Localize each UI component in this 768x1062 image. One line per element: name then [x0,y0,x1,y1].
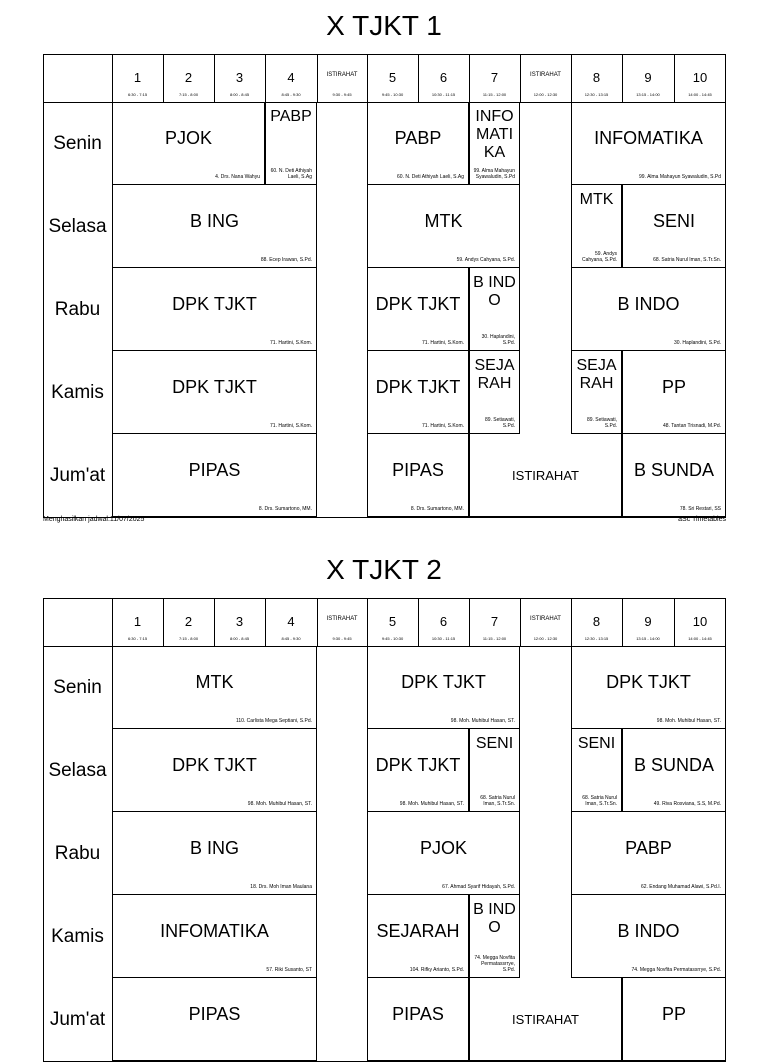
period-number: 7 [490,70,499,85]
period-time: 12:00 - 12:30 [533,636,558,641]
subject-label: B INDO [617,921,680,941]
subject-label: DPK TJKT [401,672,486,692]
lesson-cell [112,102,265,185]
subject-label: DPK TJKT [172,377,257,397]
subject-label: PP [661,377,686,397]
lesson-cell [112,729,317,812]
lesson-cell [622,434,726,517]
period-time: 10:30 - 11:15 [431,92,456,97]
subject-label: SEJARAH [376,921,460,941]
lesson-cell [367,895,469,978]
subject-label: B SUNDA [633,755,714,775]
timetable [43,598,726,1062]
subject-label: PABP [394,128,442,148]
subject-label: B SUNDA [633,460,714,480]
lesson-cell [367,729,469,812]
teacher-label: 99. Alma Mahayun Syawaludin, S.Pd [473,168,515,180]
lesson-cell [112,895,317,978]
teacher-label: 59. Andys Cahyana, S.Pd. [581,251,617,263]
day-label: Jum'at [49,465,106,486]
subject-label: DPK TJKT [172,755,257,775]
break-label: ISTIRAHAT [512,1012,579,1027]
teacher-label: 60. N. Deti Athiyah Laeli, S.Ag [397,174,464,180]
subject-label: SENI [475,735,514,752]
subject-label: SENI [577,735,616,752]
break-header-label: ISTIRAHAT [326,72,358,78]
day-label: Selasa [48,216,107,237]
teacher-label: 30. Haplandini, S.Pd. [481,334,515,346]
period-number: 1 [133,70,142,85]
subject-label: DPK TJKT [606,672,691,692]
subject-label: INFOMATIKA [160,921,269,941]
lesson-cell [112,812,317,895]
teacher-label: 4. Drs. Nana Wahyu [215,174,260,180]
break-header-label: ISTIRAHAT [530,72,561,78]
lesson-cell [367,434,469,517]
lesson-cell [469,351,520,434]
subject-label: PABP [625,838,672,858]
day-label: Selasa [48,760,107,781]
table-title: X TJKT 2 [326,554,442,585]
subject-label: DPK TJKT [375,377,461,397]
period-time: 7:15 - 8:00 [178,636,199,641]
teacher-label: 68. Satria Nurul Iman, S.Tr.Sn. [582,795,617,807]
lesson-cell [367,102,469,185]
lesson-cell [571,646,726,729]
lesson-cell [367,268,469,351]
subject-label: INFOMATIKA [594,128,703,148]
period-number: 6 [439,70,448,85]
subject-label: DPK TJKT [172,294,257,314]
lesson-cell [367,978,469,1061]
period-time: 13:15 - 14:00 [636,636,660,641]
subject-label: B ING [189,838,239,858]
software-credit: aSc Timetables [678,516,726,523]
teacher-label: 48. Tantan Trisnadi, M.Pd. [663,423,721,429]
subject-label: PIPAS [188,460,241,480]
lesson-cell [367,646,520,729]
period-number: 2 [184,614,193,629]
lesson-cell [112,978,317,1061]
generated-date: Menghasilkan jadwal:11/07/2025 [43,516,145,523]
subject-label: PIPAS [392,1004,444,1024]
period-time: 9:30 - 9:45 [332,636,352,641]
teacher-label: 104. Rifky Arianto, S.Pd. [409,967,464,973]
day-label: Kamis [51,926,104,947]
lesson-cell [367,812,520,895]
break-label: ISTIRAHAT [512,468,579,483]
subject-label: PP [661,1004,686,1024]
day-label: Kamis [51,382,104,403]
subject-label: PJOK [419,838,467,858]
teacher-label: 71. Hartini, S.Kom. [422,423,464,429]
day-label: Rabu [54,299,101,320]
period-time: 6:30 - 7:15 [127,636,148,641]
teacher-label: 8. Drs. Sumartono, MM. [410,506,464,512]
lesson-cell [571,102,726,185]
period-time: 8:00 - 8:45 [229,92,250,97]
subject-label: B INDO [473,901,516,936]
lesson-cell [571,895,726,978]
teacher-label: 89. Setiawati, S.Pd. [484,417,515,429]
teacher-label: 98. Moh. Muhibul Hasan, ST. [399,801,464,807]
period-number: 1 [133,614,142,629]
teacher-label: 78. Sri Restari, SS [679,506,721,512]
subject-label: DPK TJKT [375,294,461,314]
period-time: 6:30 - 7:15 [127,92,148,97]
lesson-cell [469,268,520,351]
lesson-cell [112,268,317,351]
teacher-label: 74. Megga Novfita Permatassrrye, S.Pd. [631,967,721,973]
lesson-cell [112,646,317,729]
period-number: 9 [644,614,652,629]
period-number: 6 [439,614,448,629]
day-label: Jum'at [49,1009,106,1030]
teacher-label: 59. Andys Cahyana, S.Pd. [456,257,515,263]
teacher-label: 98. Moh. Muhibul Hasan, ST. [450,718,515,724]
period-time: 10:30 - 11:15 [431,636,456,641]
period-number: 4 [287,70,295,85]
lesson-cell [622,185,726,268]
lesson-cell [571,268,726,351]
period-time: 11:15 - 12:00 [482,636,507,641]
period-number: 5 [388,614,397,629]
teacher-label: 98. Moh. Muhibul Hasan, ST. [247,801,312,807]
subject-label: B ING [189,211,239,231]
period-number: 2 [184,70,193,85]
lesson-cell [367,185,520,268]
subject-label: DPK TJKT [375,755,461,775]
period-number: 10 [692,614,708,629]
timetable [43,54,726,518]
subject-label: PIPAS [392,460,444,480]
lesson-cell [469,895,520,978]
lesson-cell [622,351,726,434]
period-number: 10 [692,70,708,85]
break-header-label: ISTIRAHAT [326,616,358,622]
lesson-cell [469,729,520,812]
break-block [469,978,622,1061]
teacher-label: 68. Satria Nurul Iman, S.Tr.Sn. [480,795,515,807]
teacher-label: 57. Riki Susanto, ST [266,967,312,973]
day-label: Senin [53,133,102,154]
teacher-label: 30. Haplandini, S.Pd. [674,340,721,346]
lesson-cell [112,185,317,268]
table-title: X TJKT 1 [326,10,442,41]
subject-label: SENI [652,211,695,231]
teacher-label: 60. N. Deti Athiyah Laeli, S.Ag [270,168,312,180]
lesson-cell [265,102,317,185]
teacher-label: 18. Drs. Moh Iman Maulana [250,884,312,890]
period-number: 4 [287,614,295,629]
day-label: Senin [53,677,102,698]
period-time: 14:00 - 14:45 [688,636,712,641]
subject-label: PABP [270,108,312,125]
lesson-cell [367,351,469,434]
subject-label: INFOMATIKA [475,108,514,161]
lesson-cell [622,978,726,1061]
teacher-label: 99. Alma Mahayun Syawaludin, S.Pd [639,174,721,180]
period-time: 9:45 - 10:30 [381,636,404,641]
teacher-label: 62. Endang Muhamad Alawi, S.Pd.I. [640,884,721,890]
period-time: 8:45 - 9:30 [281,636,301,641]
period-time: 14:00 - 14:45 [688,92,712,97]
period-time: 7:15 - 8:00 [178,92,199,97]
period-time: 12:00 - 12:30 [533,92,558,97]
period-time: 13:15 - 14:00 [636,92,660,97]
period-time: 9:30 - 9:45 [332,92,352,97]
teacher-label: 8. Drs. Sumartono, MM. [258,506,312,512]
teacher-label: 67. Ahmad Syarif Hidayah, S.Pd. [442,884,515,890]
subject-label: PJOK [164,128,212,148]
teacher-label: 88. Ecep Irawan, S.Pd. [260,257,312,263]
subject-label: MTK [579,191,614,208]
period-number: 3 [235,70,244,85]
period-time: 11:15 - 12:00 [482,92,507,97]
subject-label: MTK [195,672,234,692]
teacher-label: 98. Moh. Muhibul Hasan, ST. [656,718,721,724]
break-block [469,434,622,517]
lesson-cell [112,351,317,434]
lesson-cell [622,729,726,812]
subject-label: MTK [424,211,463,231]
period-number: 8 [592,70,601,85]
teacher-label: 71. Hartini, S.Kom. [270,340,312,346]
period-number: 8 [592,614,601,629]
period-number: 9 [644,70,652,85]
subject-label: SEJARAH [474,357,515,392]
period-time: 12:30 - 13:15 [584,636,609,641]
lesson-cell [469,102,520,185]
period-number: 7 [490,614,499,629]
break-header-label: ISTIRAHAT [530,616,561,622]
teacher-label: 49. Riva Rosviana, S.S, M.Pd. [653,801,721,807]
teacher-label: 74. Megga Novfita Permatassrrye, S.Pd. [474,955,515,973]
subject-label: SEJARAH [576,357,617,392]
lesson-cell [571,185,622,268]
teacher-label: 89. Setiawati, S.Pd. [586,417,617,429]
period-time: 12:30 - 13:15 [584,92,609,97]
lesson-cell [112,434,317,517]
period-number: 3 [235,614,244,629]
lesson-cell [571,812,726,895]
period-number: 5 [388,70,397,85]
lesson-cell [571,729,622,812]
day-label: Rabu [54,843,101,864]
period-time: 8:45 - 9:30 [281,92,301,97]
teacher-label: 71. Hartini, S.Kom. [270,423,312,429]
period-time: 8:00 - 8:45 [229,636,250,641]
lesson-cell [571,351,622,434]
subject-label: B INDO [617,294,680,314]
subject-label: PIPAS [188,1004,241,1024]
subject-label: B INDO [473,274,516,309]
teacher-label: 71. Hartini, S.Kom. [422,340,464,346]
teacher-label: 110. Carlista Mega Septiani, S.Pd. [235,718,312,724]
period-time: 9:45 - 10:30 [381,92,404,97]
teacher-label: 68. Satria Nurul Iman, S.Tr.Sn. [653,257,721,263]
